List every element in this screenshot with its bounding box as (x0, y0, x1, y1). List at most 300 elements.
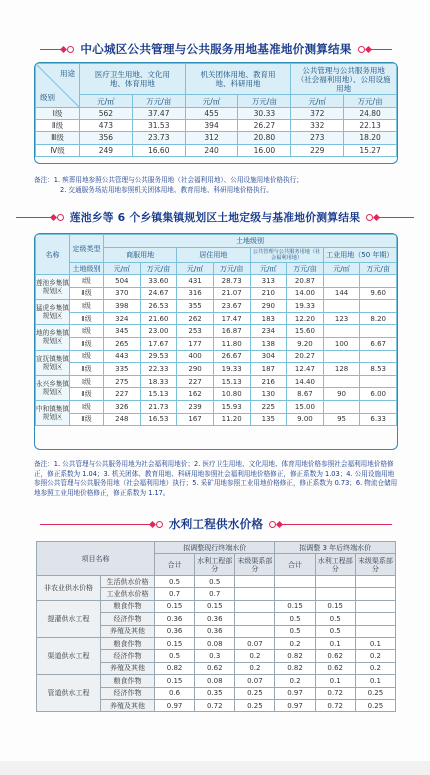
item-cell: 养殖及其他 (101, 662, 155, 674)
value-cell: 345 (104, 325, 141, 338)
value-cell: 23.73 (132, 132, 185, 144)
value-cell: 275 (104, 375, 141, 388)
col-group-2: 机关团体用地、教育用地、科研用地 (185, 64, 291, 95)
table-row (36, 337, 397, 350)
value-cell (360, 350, 397, 363)
value-cell: 372 (291, 108, 344, 120)
section1-title: 中心城区公共管理与公共服务用地基准地价测算结果 (80, 42, 352, 56)
value-cell (323, 300, 360, 313)
table-row (36, 413, 397, 426)
group-current: 拟调整现行终端水价 (155, 542, 275, 554)
value-cell: 0.15 (195, 600, 235, 612)
value-cell: 9.60 (360, 287, 397, 300)
value-cell: 225 (250, 400, 287, 413)
level-cell: Ⅱ级 (70, 363, 104, 376)
value-cell: 19.33 (287, 300, 324, 313)
level-cell: Ⅰ级 (70, 300, 104, 313)
level-header: 土地级别 (70, 263, 104, 275)
value-cell: 0.36 (155, 613, 195, 625)
section3-table-wrap (36, 541, 396, 712)
value-cell: 29.53 (140, 350, 177, 363)
value-cell: 562 (80, 108, 133, 120)
section1-notes (34, 176, 404, 195)
table-row (36, 275, 397, 288)
value-cell: 0.15 (275, 600, 315, 612)
land-level-header: 土地级别 (104, 235, 397, 248)
value-cell: 138 (250, 337, 287, 350)
level-cell: Ⅰ级 (36, 108, 80, 120)
value-cell: 313 (250, 275, 287, 288)
value-cell: 0.82 (275, 662, 315, 674)
value-cell (323, 325, 360, 338)
value-cell: 0.25 (235, 699, 275, 711)
value-cell: 0.08 (195, 675, 235, 687)
section2-table-box (34, 233, 398, 450)
value-cell: 33.60 (140, 275, 177, 288)
section2-title: 莲池乡等 6 个乡镇集镇规划区土地定级与基准地价测算结果 (69, 210, 361, 224)
unit-m2: 元/㎡ (291, 95, 344, 108)
value-cell: 0.36 (195, 625, 235, 637)
value-cell: 0.7 (155, 588, 195, 600)
value-cell: 15.93 (213, 400, 250, 413)
value-cell: 12.20 (287, 312, 324, 325)
value-cell: 335 (104, 363, 141, 376)
value-cell: 0.2 (355, 650, 395, 662)
section2-note: 备注：1. 公共管理与公共服务用地为社会福利用地价；2. 医疗卫生用地、文化用地、体育用地价格参照社会福利用地价格修正，修正系数为 1.04；3. 机关团体、教育用地、科研用地参照社会福利用地价格修正，修正系数为 1.03；4. 公用设施用地参照公共管理与公共服务用地（社会福利用地）执行；5. 采矿用地参照工业用地价格修正，修正系数为 0.73；6. 物流仓储用地参照工业用地价格修正，修正系数为 1.17。 (34, 460, 398, 497)
value-cell: 0.07 (235, 675, 275, 687)
unit-mu: 万元/亩 (344, 95, 397, 108)
section1-header (40, 40, 392, 58)
value-cell: 15.60 (287, 325, 324, 338)
value-cell: 0.72 (195, 699, 235, 711)
value-cell: 167 (177, 413, 214, 426)
unit-mu: 万元/亩 (132, 95, 185, 108)
value-cell: 0.15 (155, 600, 195, 612)
value-cell: 290 (177, 363, 214, 376)
item-cell: 经济作物 (101, 687, 155, 699)
level-cell: Ⅱ级 (36, 120, 80, 132)
value-cell: 0.7 (195, 588, 235, 600)
value-cell: 90 (323, 388, 360, 401)
value-cell: 11.80 (213, 337, 250, 350)
value-cell (315, 588, 355, 600)
item-cell: 粮食作物 (101, 600, 155, 612)
value-cell: 177 (177, 337, 214, 350)
value-cell (323, 400, 360, 413)
value-cell: 14.00 (287, 287, 324, 300)
value-cell: 28.73 (213, 275, 250, 288)
value-cell: 128 (323, 363, 360, 376)
value-cell: 15.00 (287, 400, 324, 413)
value-cell: 31.53 (132, 120, 185, 132)
value-cell (360, 325, 397, 338)
value-cell: 16.60 (132, 144, 185, 156)
group-industrial: 工业用地（50 年期） (323, 248, 396, 263)
group-name-cell: 提灌供水工程 (37, 600, 101, 637)
level-cell: Ⅰ级 (70, 400, 104, 413)
value-cell: 0.82 (275, 650, 315, 662)
value-cell: 0.2 (235, 662, 275, 674)
value-cell: 0.5 (275, 613, 315, 625)
unit-m2: 元/㎡ (104, 263, 141, 275)
value-cell (235, 588, 275, 600)
section3-title: 水利工程供水价格 (168, 517, 264, 531)
value-cell: 8.67 (287, 388, 324, 401)
value-cell (360, 400, 397, 413)
value-cell: 8.20 (360, 312, 397, 325)
value-cell: 37.47 (132, 108, 185, 120)
value-cell: 14.40 (287, 375, 324, 388)
value-cell (323, 275, 360, 288)
value-cell: 0.72 (315, 699, 355, 711)
value-cell: 0.1 (355, 637, 395, 649)
value-cell: 216 (250, 375, 287, 388)
group-residential: 居住用地 (177, 248, 250, 263)
value-cell: 0.07 (235, 637, 275, 649)
value-cell: 0.1 (315, 675, 355, 687)
table-row (36, 144, 397, 156)
value-cell: 16.53 (140, 413, 177, 426)
value-cell: 17.47 (213, 312, 250, 325)
town-name-cell: 莲池乡集镇规划区 (36, 275, 70, 300)
value-cell: 26.53 (140, 300, 177, 313)
item-cell: 粮食作物 (101, 675, 155, 687)
table-row (37, 637, 396, 649)
value-cell: 0.5 (315, 625, 355, 637)
value-cell (355, 588, 395, 600)
value-cell: 21.73 (140, 400, 177, 413)
value-cell (235, 600, 275, 612)
value-cell: 210 (250, 287, 287, 300)
value-cell: 12.47 (287, 363, 324, 376)
corner-level-label: 级别 (40, 93, 55, 102)
sub-total: 合计 (155, 554, 195, 576)
value-cell: 11.20 (213, 413, 250, 426)
bullet-icon (156, 521, 163, 528)
value-cell: 273 (291, 132, 344, 144)
col-group-1: 医疗卫生用地、文化用地、体育用地 (80, 64, 186, 95)
value-cell: 24.67 (140, 287, 177, 300)
value-cell (323, 375, 360, 388)
sub-total: 合计 (275, 554, 315, 576)
table-row (37, 675, 396, 687)
town-name-cell: 宣抚镇集镇规划区 (36, 350, 70, 375)
value-cell (360, 375, 397, 388)
table-row (36, 312, 397, 325)
value-cell: 18.33 (140, 375, 177, 388)
value-cell: 229 (291, 144, 344, 156)
value-cell: 0.35 (195, 687, 235, 699)
value-cell: 15.27 (344, 144, 397, 156)
item-cell: 粮食作物 (101, 637, 155, 649)
level-cell: Ⅱ级 (70, 287, 104, 300)
value-cell: 249 (80, 144, 133, 156)
value-cell (315, 576, 355, 588)
bullet-icon (57, 214, 64, 221)
value-cell (355, 625, 395, 637)
item-cell: 生活供水价格 (101, 576, 155, 588)
value-cell: 0.82 (155, 662, 195, 674)
table-row (36, 300, 397, 313)
value-cell: 23.00 (140, 325, 177, 338)
value-cell: 10.80 (213, 388, 250, 401)
value-cell: 239 (177, 400, 214, 413)
level-cell: Ⅲ级 (36, 132, 80, 144)
value-cell (355, 613, 395, 625)
corner-cell (36, 64, 80, 108)
section1-note-1: 备注：1. 殡葬用地参照公共管理与公共服务用地（社会福利用地）、公用设施用地价格执行； (34, 176, 303, 184)
value-cell: 187 (250, 363, 287, 376)
bullet-icon (67, 46, 74, 53)
value-cell (235, 613, 275, 625)
value-cell: 370 (104, 287, 141, 300)
corner-use-label: 用途 (60, 69, 75, 78)
sub-hydro: 水利工程部分 (315, 554, 355, 576)
value-cell: 240 (185, 144, 238, 156)
value-cell: 23.67 (213, 300, 250, 313)
unit-mu: 万元/亩 (287, 263, 324, 275)
sub-canal: 末级渠系部分 (355, 554, 395, 576)
value-cell: 0.15 (155, 675, 195, 687)
item-header: 项目名称 (37, 542, 155, 576)
group-name-cell: 渠道供水工程 (37, 637, 101, 674)
section2-table (35, 234, 397, 426)
value-cell: 0.2 (235, 650, 275, 662)
value-cell: 0.5 (155, 650, 195, 662)
value-cell: 431 (177, 275, 214, 288)
section1-note-2: 2. 交通服务场站用地参照机关团体用地、教育用地、科研用地价格执行。 (60, 185, 273, 194)
type-header: 定级类型 (70, 235, 104, 263)
value-cell: 18.20 (344, 132, 397, 144)
value-cell: 355 (177, 300, 214, 313)
table-row (36, 120, 397, 132)
level-cell: Ⅰ级 (70, 325, 104, 338)
value-cell: 0.97 (155, 699, 195, 711)
value-cell: 304 (250, 350, 287, 363)
value-cell: 0.62 (195, 662, 235, 674)
value-cell: 22.33 (140, 363, 177, 376)
value-cell: 0.62 (315, 650, 355, 662)
value-cell (235, 625, 275, 637)
value-cell: 262 (177, 312, 214, 325)
value-cell: 455 (185, 108, 238, 120)
value-cell: 0.36 (195, 613, 235, 625)
group-commercial: 商服用地 (104, 248, 177, 263)
value-cell: 0.5 (315, 613, 355, 625)
value-cell: 0.72 (315, 687, 355, 699)
unit-m2: 元/㎡ (185, 95, 238, 108)
value-cell (235, 576, 275, 588)
value-cell: 0.15 (315, 600, 355, 612)
item-cell: 经济作物 (101, 650, 155, 662)
value-cell (360, 275, 397, 288)
value-cell: 0.97 (275, 699, 315, 711)
level-cell: Ⅱ级 (70, 413, 104, 426)
table-row (36, 388, 397, 401)
sub-canal: 末级渠系部分 (235, 554, 275, 576)
value-cell: 504 (104, 275, 141, 288)
unit-mu: 万元/亩 (213, 263, 250, 275)
unit-m2: 元/㎡ (323, 263, 360, 275)
value-cell: 0.62 (315, 662, 355, 674)
value-cell: 0.1 (315, 637, 355, 649)
value-cell: 0.1 (355, 675, 395, 687)
value-cell: 0.5 (155, 576, 195, 588)
town-name-cell: 猛虎乡集镇规划区 (36, 300, 70, 325)
value-cell: 16.87 (213, 325, 250, 338)
value-cell: 326 (104, 400, 141, 413)
table-row (36, 400, 397, 413)
value-cell: 443 (104, 350, 141, 363)
level-cell: Ⅱ级 (70, 312, 104, 325)
footer-band (0, 761, 430, 775)
value-cell: 0.2 (275, 675, 315, 687)
value-cell: 227 (104, 388, 141, 401)
value-cell: 312 (185, 132, 238, 144)
value-cell (355, 576, 395, 588)
value-cell: 100 (323, 337, 360, 350)
value-cell: 227 (177, 375, 214, 388)
group-3yr: 拟调整 3 年后终端水价 (275, 542, 396, 554)
value-cell: 0.25 (355, 699, 395, 711)
value-cell: 21.60 (140, 312, 177, 325)
value-cell: 400 (177, 350, 214, 363)
value-cell: 6.33 (360, 413, 397, 426)
name-header: 名称 (36, 235, 70, 275)
value-cell: 20.27 (287, 350, 324, 363)
value-cell: 17.67 (140, 337, 177, 350)
value-cell: 6.00 (360, 388, 397, 401)
value-cell: 130 (250, 388, 287, 401)
item-cell: 养殖及其他 (101, 625, 155, 637)
value-cell: 248 (104, 413, 141, 426)
value-cell: 0.6 (155, 687, 195, 699)
level-cell: Ⅳ级 (36, 144, 80, 156)
value-cell: 290 (250, 300, 287, 313)
level-cell: Ⅱ级 (70, 337, 104, 350)
value-cell (275, 588, 315, 600)
value-cell: 20.87 (287, 275, 324, 288)
value-cell: 0.25 (355, 687, 395, 699)
value-cell: 332 (291, 120, 344, 132)
table-row (36, 108, 397, 120)
section2-notes (34, 460, 400, 498)
value-cell: 9.20 (287, 337, 324, 350)
sub-hydro: 水利工程部分 (195, 554, 235, 576)
item-cell: 经济作物 (101, 613, 155, 625)
value-cell: 183 (250, 312, 287, 325)
value-cell: 356 (80, 132, 133, 144)
table-row (36, 350, 397, 363)
section3-header (40, 515, 392, 533)
value-cell: 316 (177, 287, 214, 300)
col-group-3: 公共管理与公共服务用地（社会福利用地）、公用设施用地 (291, 64, 397, 95)
value-cell: 95 (323, 413, 360, 426)
value-cell: 144 (323, 287, 360, 300)
value-cell: 19.33 (213, 363, 250, 376)
value-cell: 8.53 (360, 363, 397, 376)
level-cell: Ⅰ级 (70, 275, 104, 288)
value-cell: 0.25 (235, 687, 275, 699)
unit-mu: 万元/亩 (360, 263, 397, 275)
table-row (36, 375, 397, 388)
value-cell: 0.5 (275, 625, 315, 637)
value-cell: 0.5 (195, 576, 235, 588)
table-row (36, 287, 397, 300)
section1-table (35, 63, 397, 157)
level-cell: Ⅰ级 (70, 375, 104, 388)
table-row (37, 600, 396, 612)
value-cell: 6.67 (360, 337, 397, 350)
town-name-cell: 中和镇集镇规划区 (36, 400, 70, 425)
group-name-cell: 非农业供水价格 (37, 576, 101, 601)
unit-m2: 元/㎡ (80, 95, 133, 108)
value-cell: 0.15 (155, 637, 195, 649)
value-cell: 15.13 (140, 388, 177, 401)
value-cell: 20.80 (238, 132, 291, 144)
value-cell (275, 576, 315, 588)
table-row (36, 363, 397, 376)
value-cell (323, 350, 360, 363)
value-cell: 22.13 (344, 120, 397, 132)
value-cell: 162 (177, 388, 214, 401)
value-cell: 253 (177, 325, 214, 338)
value-cell: 135 (250, 413, 287, 426)
value-cell: 0.2 (355, 662, 395, 674)
value-cell: 265 (104, 337, 141, 350)
section1-table-box (34, 62, 398, 164)
level-cell: Ⅰ级 (70, 350, 104, 363)
value-cell: 0.08 (195, 637, 235, 649)
value-cell: 15.13 (213, 375, 250, 388)
unit-mu: 万元/亩 (140, 263, 177, 275)
table-row (36, 325, 397, 338)
value-cell: 26.67 (213, 350, 250, 363)
item-cell: 养殖及其他 (101, 699, 155, 711)
value-cell: 16.00 (238, 144, 291, 156)
unit-mu: 万元/亩 (238, 95, 291, 108)
value-cell: 21.07 (213, 287, 250, 300)
value-cell: 123 (323, 312, 360, 325)
value-cell: 0.2 (275, 637, 315, 649)
group-public: 公共管理与公共服务用地（社会福利用地） (250, 248, 323, 263)
value-cell: 473 (80, 120, 133, 132)
value-cell: 24.80 (344, 108, 397, 120)
item-cell: 工业供水价格 (101, 588, 155, 600)
value-cell: 234 (250, 325, 287, 338)
value-cell: 30.33 (238, 108, 291, 120)
value-cell: 0.36 (155, 625, 195, 637)
value-cell: 0.97 (275, 687, 315, 699)
value-cell: 324 (104, 312, 141, 325)
unit-m2: 元/㎡ (250, 263, 287, 275)
value-cell: 394 (185, 120, 238, 132)
group-name-cell: 管道供水工程 (37, 675, 101, 712)
section3-table (36, 541, 396, 712)
level-cell: Ⅱ级 (70, 388, 104, 401)
value-cell: 398 (104, 300, 141, 313)
town-name-cell: 地的乡集镇规划区 (36, 325, 70, 350)
town-name-cell: 永兴乡集镇规划区 (36, 375, 70, 400)
table-row (36, 132, 397, 144)
value-cell: 0.3 (195, 650, 235, 662)
value-cell (360, 300, 397, 313)
value-cell (355, 600, 395, 612)
value-cell: 9.00 (287, 413, 324, 426)
table-row (37, 576, 396, 588)
value-cell: 26.27 (238, 120, 291, 132)
section2-header (16, 208, 414, 226)
